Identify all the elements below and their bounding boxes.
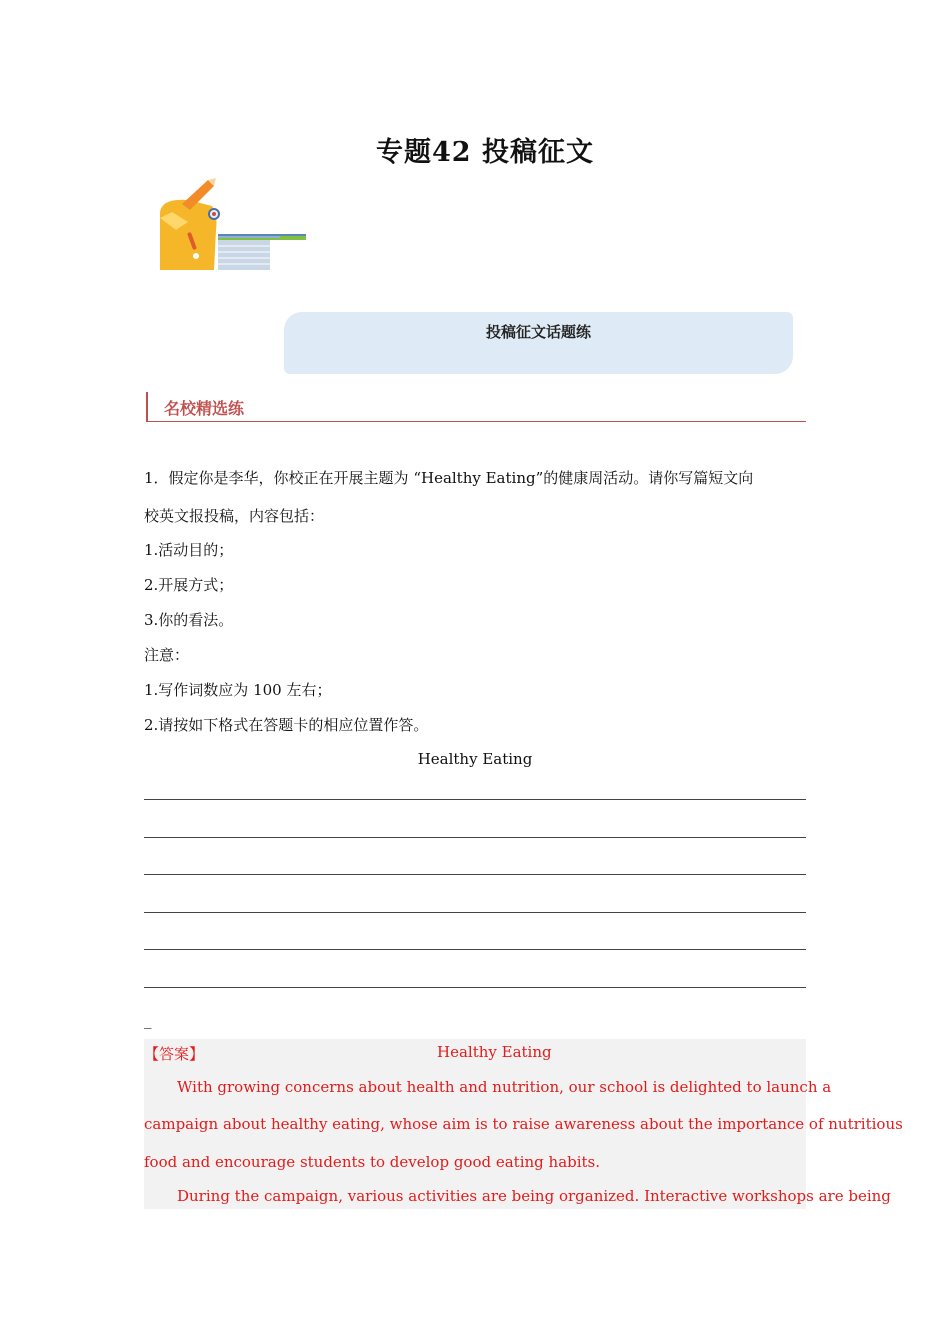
section-divider [146,421,806,422]
answer-title: Healthy Eating [437,1043,552,1061]
essay-title: Healthy Eating [417,750,533,768]
writing-line [144,987,806,988]
writing-line [144,949,806,950]
answer-label: 【答案】 [144,1045,205,1063]
question-line: 1．假定你是李华，你校正在开展主题为 “Healthy Eating”的健康周活动。请你写篇短文向 [144,469,754,487]
writing-line [144,837,806,838]
banner-label: 投稿征文话题练 [485,323,591,341]
section-title: 名校精选练 [164,399,245,418]
question-line: 1.写作词数应为 100 左右； [144,681,332,699]
question-line: 2.开展方式； [144,576,234,594]
writing-line [144,912,806,913]
question-line: 校英文报投稿，内容包括： [144,507,325,525]
answer-line: With growing concerns about health and nutrition, our school is delighted to launch a [177,1078,832,1096]
trailing-mark: _ [144,1011,152,1029]
writing-line [144,874,806,875]
answer-line: food and encourage students to develop good eating habits. [144,1153,601,1171]
writing-line [144,799,806,800]
question-line: 3.你的看法。 [144,611,234,629]
answer-line: During the campaign, various activities are being organized. Interactive workshops are being [177,1187,891,1205]
question-line: 1.活动目的； [144,541,234,559]
question-line: 2.请按如下格式在答题卡的相应位置作答。 [144,716,429,734]
section-accent-bar [146,392,148,422]
page-title: 专题42 投稿征文 [376,137,594,168]
answer-line: campaign about healthy eating, whose aim is to raise awareness about the importance of nutritious [144,1115,903,1133]
pencil-books-icon [158,178,308,274]
question-line: 注意： [144,646,190,664]
topic-banner [284,312,793,374]
